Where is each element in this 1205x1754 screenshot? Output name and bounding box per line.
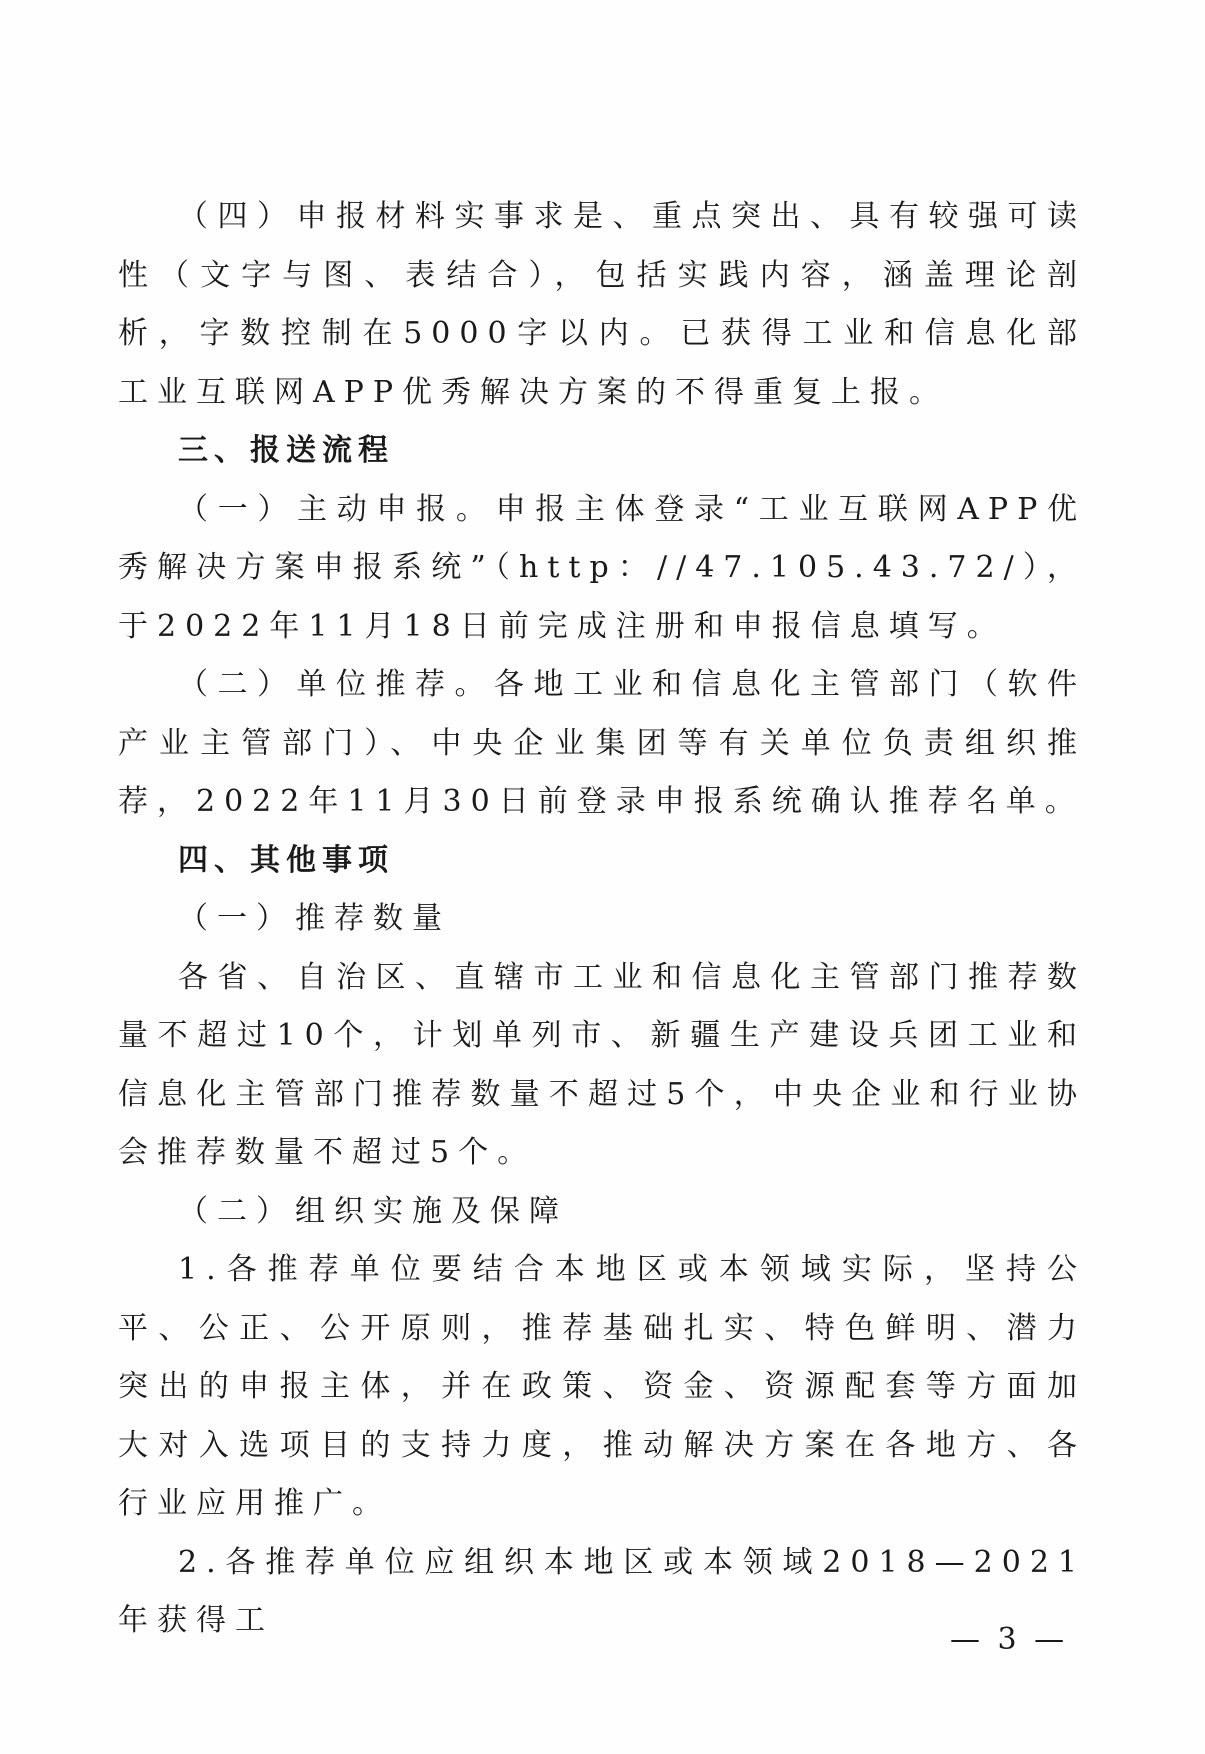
paragraph-active-application: （一）主动申报。申报主体登录“工业互联网APP优秀解决方案申报系统”（http：//47.105.43.72/），于2022年11月18日前完成注册和申报信息填写。 bbox=[118, 491, 1086, 644]
paragraph-quantity-limits: 各省、自治区、直辖市工业和信息化主管部门推荐数量不超过10个，计划单列市、新疆生产建设兵团工业和信息化主管部门推荐数量不超过5个，中央企业和行业协会推荐数量不超过5个。 bbox=[118, 959, 1086, 1170]
paragraph-materials-requirement: （四）申报材料实事求是、重点突出、具有较强可读性（文字与图、表结合），包括实践内容，涵盖理论剖析，字数控制在5000字以内。已获得工业和信息化部工业互联网APP优秀解决方案的不得重复上报。 bbox=[118, 199, 1086, 410]
page-number: — 3 — bbox=[950, 1622, 1069, 1657]
paragraph-item-2: 2.各推荐单位应组织本地区或本领域2018—2021年获得工 bbox=[118, 1544, 1086, 1638]
paragraph-item-1: 1.各推荐单位要结合本地区或本领域实际，坚持公平、公正、公开原则，推荐基础扎实、特色鲜明、潜力突出的申报主体，并在政策、资金、资源配套等方面加大对入选项目的支持力度，推动解决方案在各地方、各行业应用推广。 bbox=[118, 1252, 1086, 1521]
paragraph-unit-recommendation: （二）单位推荐。各地工业和信息化主管部门（软件产业主管部门）、中央企业集团等有关单位负责组织推荐，2022年11月30日前登录申报系统确认推荐名单。 bbox=[118, 667, 1086, 819]
heading-submission-process: 三、报送流程 bbox=[178, 433, 394, 468]
subheading-organization-support: （二）组织实施及保障 bbox=[178, 1193, 568, 1229]
heading-other-matters: 四、其他事项 bbox=[178, 842, 394, 878]
document-body bbox=[118, 188, 1086, 1651]
subheading-recommendation-quantity: （一）推荐数量 bbox=[178, 901, 451, 936]
